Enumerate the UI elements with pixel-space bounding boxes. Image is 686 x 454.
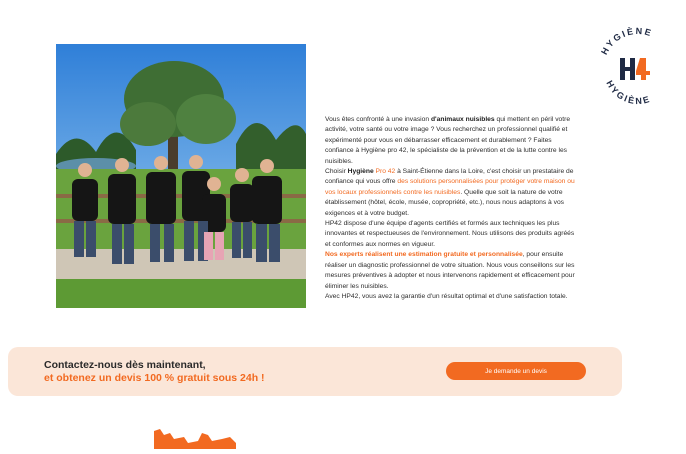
text-run-orange-bold: Nos experts réalisent une estimation gratuite et personnalisée bbox=[325, 251, 523, 259]
intro-paragraph-5: Avec HP42, vous avez la garantie d'un résultat optimal et d'une satisfaction totale. bbox=[325, 292, 568, 300]
text-run-bold: d'animaux nuisibles bbox=[430, 116, 495, 123]
text-run-orange: Pro 42 bbox=[373, 168, 396, 176]
intro-text-block bbox=[325, 115, 575, 302]
text-run-orange: des solutions personnalisées pour protéger votre maison ou vos locaux professionnels contre les nuisibles bbox=[325, 178, 575, 196]
text-run: à Saint-Étienne dans la Loire, c'est choisir un prestataire de confiance qui vous offre bbox=[325, 168, 574, 186]
badge-ring-bottom-text: HYGIÈNE bbox=[604, 78, 653, 107]
intro-paragraph-1 bbox=[325, 115, 575, 167]
cta-heading-line2: et obtenez un devis 100 % gratuit sous 24h ! bbox=[44, 372, 265, 384]
contact-cta-banner bbox=[8, 347, 622, 396]
text-run: Vous êtes confronté à une invasion bbox=[325, 116, 431, 123]
team-photo bbox=[56, 44, 306, 308]
text-run: qui mettent en péril votre activité, votre santé ou votre image ? Vous recherchez un professionnel qualifié et expérimenté pour vous en débarrasser efficacement et durablement ? Faites confiance à Hygiène pro 42, le spécialiste de la prévention et de la lutte contre les nuisibles. bbox=[325, 116, 571, 165]
request-quote-button[interactable]: Je demande un devis bbox=[446, 362, 586, 380]
text-run-bold: Hygiène bbox=[347, 168, 374, 176]
text-run: Choisir bbox=[325, 168, 348, 176]
badge-ring-top-text: HYGIÈNE bbox=[599, 25, 655, 57]
intro-paragraph-3: HP42 dispose d'une équipe d'agents certifiés et formés aux techniques les plus innovantes et respectueuses de l'environnement. Nous utilisons des produits agréés et conformes aux normes en vigueur. bbox=[325, 220, 575, 248]
text-run: . Quelle que soit la nature de votre établissement (hôtel, école, musée, copropriété, etc.), nous nous adaptons à vos exigences et à votre budget. bbox=[325, 188, 565, 217]
hygiene-logo-badge bbox=[590, 20, 686, 116]
intro-paragraph-4 bbox=[325, 250, 575, 292]
cta-heading-line1: Contactez-nous dès maintenant, bbox=[44, 359, 206, 371]
h4-logo-icon bbox=[620, 58, 650, 80]
decorative-illustration-icon bbox=[150, 423, 250, 449]
intro-paragraph-2 bbox=[325, 167, 575, 219]
text-run: , pour ensuite réaliser un diagnostic professionnel de votre situation. Nous vous conseillons sur les mesures préventives à adopter et nous intervenons rapidement et efficacement pour éliminer les nuisibles. bbox=[325, 251, 575, 290]
